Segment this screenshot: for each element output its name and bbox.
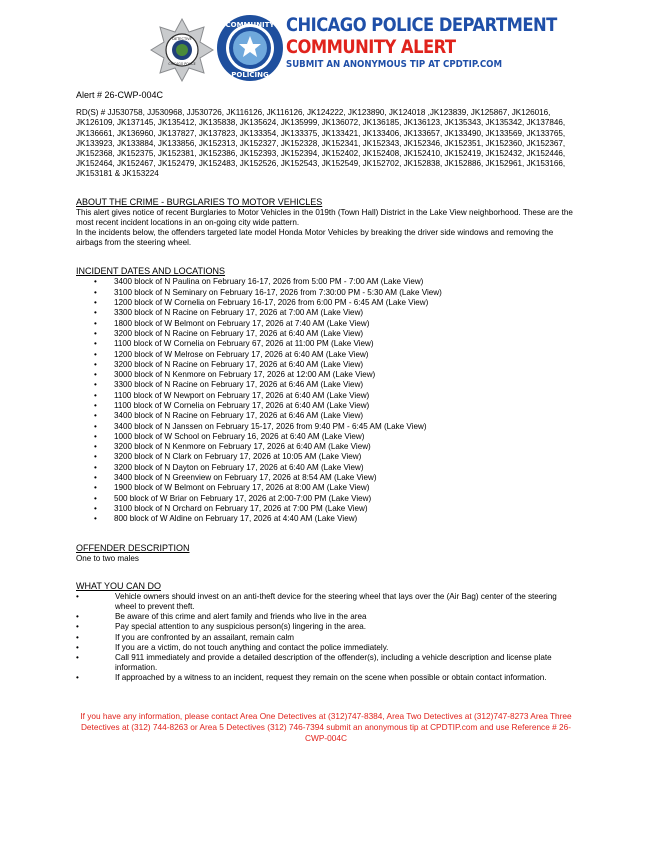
incident-item: • 500 block of W Briar on February 17, 2026 at 2:00-7:00 PM (Lake View) [76,494,576,504]
contact-footer: If you have any information, please contact Area One Detectives at (312)747-8384, Area Two Detectives at (312)747-8273 Area Three Detectives at (312) 744-8263 or Area 5 Detectives (312) 746-7394 submit an anonymous tip at CPDTIP.com and use Reference # 26-CWP-004C [80,711,572,743]
todo-item: • Call 911 immediately and provide a detailed description of the offender(s), including a vehicle description and license plate information. [76,653,576,673]
todo-list [76,592,576,684]
incidents-section-title: INCIDENT DATES AND LOCATIONS [76,266,226,277]
incident-item: • 800 block of W Aldine on February 17, 2026 at 4:40 AM (Lake View) [76,514,576,524]
incident-item: • 3300 block of N Racine on February 17, 2026 at 7:00 AM (Lake View) [76,308,576,318]
police-star-badge-logo [150,18,214,82]
incident-item: • 3400 block of N Racine on February 17, 2026 at 6:46 AM (Lake View) [76,411,576,421]
todo-item: • If you are confronted by an assailant, remain calm [76,633,576,643]
incident-item: • 3200 block of N Kenmore on February 17, 2026 at 6:40 AM (Lake View) [76,442,576,452]
incident-item: • 1100 block of W Newport on February 17, 2026 at 6:40 AM (Lake View) [76,391,576,401]
about-paragraph-2: In the incidents below, the offenders targeted late model Honda Motor Vehicles by breaking the driver side windows and removing the airbags from the steering wheel. [76,228,554,248]
incident-item: • 1100 block of W Cornelia on February 67, 2026 at 11:00 PM (Lake View) [76,339,576,349]
incident-item: • 3000 block of N Kenmore on February 17, 2026 at 12:00 AM (Lake View) [76,370,576,380]
incident-item: • 1200 block of W Melrose on February 17, 2026 at 6:40 AM (Lake View) [76,350,576,360]
incident-item: • 3100 block of N Seminary on February 16-17, 2026 from 7:30:00 PM - 5:30 AM (Lake View) [76,288,576,298]
incident-item: • 3400 block of N Janssen on February 15-17, 2026 from 9:40 PM - 6:45 AM (Lake View) [76,422,576,432]
incident-list [76,277,576,524]
tip-line-link[interactable]: SUBMIT AN ANONYMOUS TIP AT CPDTIP.COM [286,59,503,70]
svg-text:POLICING: POLICING [231,71,269,79]
incident-item: • 1000 block of W School on February 16, 2026 at 6:40 AM (Lake View) [76,432,576,442]
about-section-title: ABOUT THE CRIME - BURGLARIES TO MOTOR VEHICLES [76,196,323,207]
alert-number: Alert # 26-CWP-004C [76,90,164,100]
alert-body [76,84,576,684]
offender-section-title: OFFENDER DESCRIPTION [76,542,190,553]
alert-type-title: COMMUNITY ALERT [286,36,456,58]
about-paragraph-1: This alert gives notice of recent Burglaries to Motor Vehicles in the 019th (Town Hall) District in the Lake View neighborhood. These are the most recent incident locations in an on-going city wide pattern. [76,207,573,227]
todo-item: • Pay special attention to any suspicious person(s) lingering in the area. [76,622,576,632]
community-policing-seal-logo [216,14,284,82]
incident-item: • 3400 block of N Paulina on February 16-17, 2026 from 5:00 PM - 7:00 AM (Lake View) [76,277,576,287]
alert-header [150,14,557,84]
incident-item: • 1200 block of W Cornelia on February 16-17, 2026 from 6:00 PM - 6:45 AM (Lake View) [76,298,576,308]
incident-item: • 1900 block of W Belmont on February 17, 2026 at 8:00 AM (Lake View) [76,483,576,493]
incident-item: • 3200 block of N Clark on February 17, 2026 at 10:05 AM (Lake View) [76,452,576,462]
incident-item: • 3300 block of N Racine on February 17, 2026 at 6:46 AM (Lake View) [76,380,576,390]
todo-item: • Be aware of this crime and alert family and friends who live in the area [76,612,576,622]
department-title: CHICAGO POLICE DEPARTMENT [286,14,557,36]
todo-item: • If you are a victim, do not touch anything and contact the police immediately. [76,643,576,653]
incident-item: • 1800 block of W Belmont on February 17, 2026 at 7:40 AM (Lake View) [76,319,576,329]
incident-item: • 3200 block of N Racine on February 17, 2026 at 6:40 AM (Lake View) [76,360,576,370]
incident-item: • 1100 block of W Cornelia on February 17, 2026 at 6:40 AM (Lake View) [76,401,576,411]
svg-text:COMMUNITY: COMMUNITY [225,21,275,29]
rd-numbers: RD(S) # JJ530758, JJ530968, JJ530726, JK116126, JK116126, JK124222, JK123890, JK124018 ,JK123839, JK125867, JK126016, JK126109, JK137145, JK135412, JK135838, JK135624, JK135999, JK136072, JK136185, JK136123, JK135343, JK135342, JK137846, JK136661, JK136960, JK137827, JK137823, JK133354, JK133375, JK133421, JK133406, JK133657, JK133490, JK133569, JK133765, JK133923, JK133884, JK133856, JK152313, JK152327, JK152328, JK152341, JK152343, JK152346, JK152351, JK152360, JK152367, JK152368, JK152375, JK152381, JK152386, JK152393, JK152394, JK152402, JK152408, JK152410, JK152419, JK152432, JK152446, JK152464, JK152467, JK152479, JK152483, JK152526, JK152543, JK152549, JK152702, JK152838, JK152886, JK152961, JK153166, JK153181 & JK153224 [76,108,566,179]
offender-description: One to two males [76,553,139,563]
svg-text:DETECTIVE: DETECTIVE [172,37,192,41]
todo-section-title: WHAT YOU CAN DO [76,580,162,591]
incident-item: • 3200 block of N Dayton on February 17, 2026 at 6:40 AM (Lake View) [76,463,576,473]
todo-item: • If approached by a witness to an incident, request they remain on the scene when possible or obtain contact information. [76,673,576,683]
incident-item: • 3100 block of N Orchard on February 17, 2026 at 7:00 PM (Lake View) [76,504,576,514]
todo-item: • Vehicle owners should invest on an anti-theft device for the steering wheel that lays over the (Air Bag) center of the steering wheel to prevent theft. [76,592,576,612]
svg-text:CHICAGO POLICE: CHICAGO POLICE [168,62,196,66]
incident-item: • 3200 block of N Racine on February 17, 2026 at 6:40 AM (Lake View) [76,329,576,339]
incident-item: • 3400 block of N Greenview on February 17, 2026 at 8:54 AM (Lake View) [76,473,576,483]
